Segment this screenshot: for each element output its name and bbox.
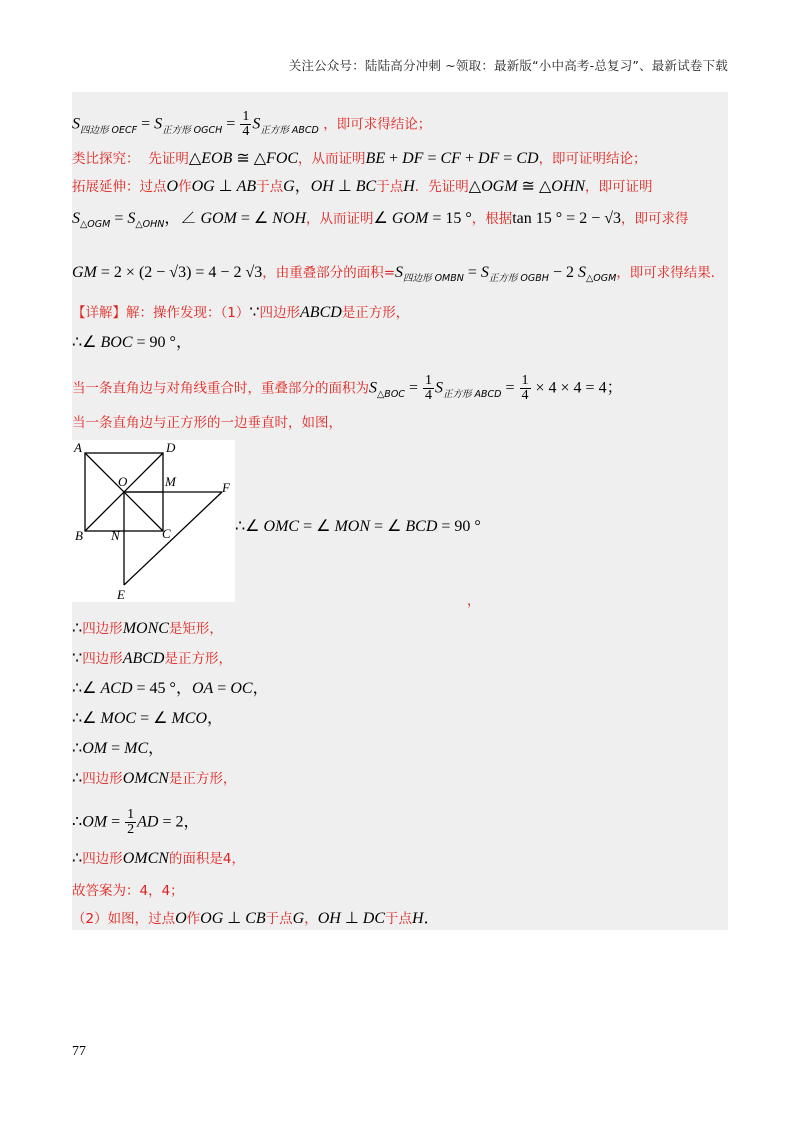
line-8: 当一条直角边与对角线重合时，重叠部分的面积为$S_{\triangle BOC}$ = $\frac{1}{4}$ $S_{正方形 ABCD}$ = $\frac{1}{4}$ × 4 × 4 = 4； <box>72 373 623 403</box>
line-1-text: ，即可求得结论； <box>323 116 432 133</box>
label-m: M <box>165 474 176 489</box>
line-1: $S_{四边形 OECF} = S_{正方形 OGCH}$ = $\frac{1}{4}$ $S_{正方形 ABCD}$ ，即可求得结论； <box>72 109 432 139</box>
line-14: ∴OM = MC， <box>72 740 165 757</box>
line-18: 故答案为：4，4； <box>72 883 184 899</box>
line-13: ∴∠ MOC = ∠ MCO， <box>72 710 224 727</box>
line-16: ∴OM = $\frac{1}{2}$ AD = 2， <box>72 807 200 837</box>
line-figure-eq: ∴∠ OMC = ∠ MON = ∠ BCD = 90 ° <box>235 518 481 535</box>
label-a: A <box>74 440 82 455</box>
page-header: 关注公众号：陆陆高分冲刺 ~领取：最新版“小中高考-总复习”、最新试卷下载 <box>288 58 728 73</box>
label-f: F <box>222 480 230 495</box>
line-15: ∴四边形OMCN是正方形， <box>72 770 237 787</box>
line-4: $S_{\triangle OGM} = S_{\triangle OHN}$，∠ GOM = ∠ NOH，从而证明∠ GOM = 15 °，根据tan 15 ° = 2 − √3，即可求得 <box>72 210 689 230</box>
solution-content <box>72 92 728 930</box>
line-9: 当一条直角边与正方形的一边垂直时，如图， <box>72 415 342 431</box>
line-10: ∴四边形MONC是矩形， <box>72 620 223 637</box>
label-b: B <box>75 528 83 543</box>
line-6: 【详解】解：操作发现：（1）∵四边形ABCD是正方形， <box>72 304 410 321</box>
line-3: 拓展延伸：过点O作OG ⊥ AB于点G，OH ⊥ BC于点H．先证明△OGM ≅ △OHN，即可证明 <box>72 178 653 195</box>
page-number: 77 <box>72 1044 86 1059</box>
line-5: GM = 2 × (2 − √3) = 4 − 2 √3，由重叠部分的面积$=S_{四边形 OMBN} = S_{正方形 OGBH} - 2$ $S_{\triangle OGM}$，即可求得结果． <box>72 264 725 284</box>
geometry-figure <box>72 440 235 602</box>
line-11: ∵四边形ABCD是正方形， <box>72 650 232 667</box>
line-17: ∴四边形OMCN的面积是4， <box>72 850 246 867</box>
stray-comma: ， <box>467 593 481 609</box>
square-triangle-diagram <box>72 440 235 602</box>
label-e: E <box>117 587 125 602</box>
label-c: C <box>162 526 171 541</box>
label-o: O <box>118 474 128 489</box>
label-d: D <box>166 440 176 455</box>
line-19: （2）如图，过点O作OG ⊥ CB于点G，OH ⊥ DC于点H． <box>72 910 440 927</box>
label-n: N <box>111 528 120 543</box>
line-12: ∴∠ ACD = 45 °，OA = OC， <box>72 680 269 697</box>
line-2: 类比探究： 先证明△EOB ≅ △FOC，从而证明BE + DF = CF + DF = CD，即可证明结论； <box>72 150 647 167</box>
line-7: ∴∠ BOC = 90 °， <box>72 334 192 351</box>
